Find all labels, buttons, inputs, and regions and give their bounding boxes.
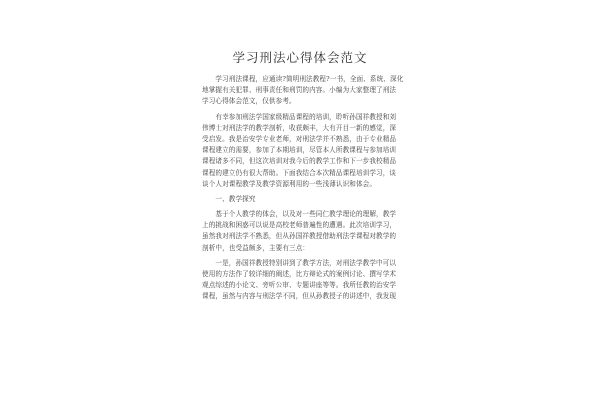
text-line: 学习心得体会范文，仅供参考。 [202,97,296,106]
text-line: 受启发。我是治安学专业老师，对刑法学并不熟悉，由于专业精品 [202,134,397,143]
text-line: 一、教学探究 [202,194,256,203]
text-line: 虽然我对刑法学不熟悉，但从孙国祥教授借助刑法学课程对教学的 [202,232,397,241]
paragraph-point-one [202,258,402,303]
document-title: 学习刑法心得体会范文 [232,50,368,65]
text-line: 上的挑战和困惑可以说是高校老师普遍性的遭遇。此次培训学习， [202,221,397,230]
paragraph-training [202,112,402,190]
text-line: 剖析中，也受益颇多，主要有三点： [202,243,310,252]
text-line: 课程，虽然与内容与刑法学不同，但从孙教授子的讲述中，我发现 [202,292,397,301]
paragraph-experience [202,209,402,254]
text-line: 谈个人对课程教学及教学资源利用的一些浅薄认识和体会。 [202,179,377,188]
section-heading [202,194,402,205]
text-line: 伟博士对刑法学的教学剖析，收获颇丰，大有开目一新的感觉，深 [202,123,397,132]
text-line: 观点综述的小论文、旁听公审、专题讲座等等。我所任教的治安学 [202,281,397,290]
text-line: 使用的方法作了较详细的阐述，比方辩论式的案例讨论、撰写学术 [202,270,397,278]
text-line: 课程诸多不同，但这次培训对我今后的教学工作和下一步我校精品 [202,157,397,166]
paragraph-intro [202,74,402,108]
text-line: 课程的建立仍有很大帮助。下面我结合本次精品课程培训学习，谈 [202,168,397,177]
text-line: 学习刑法课程，应通读?简明刑法教程?一书，全面、系统、深化 [202,75,404,83]
text-line: 基于个人教学的体会，以及对一些同仁教学理论的理解，教学 [202,210,397,219]
document-body [202,74,402,307]
text-line: 一是，孙国祥教授特别讲到了教学方法，对刑法学教学中可以 [202,258,397,267]
text-line: 课程建立的需要，参加了本期培训，尽管本人所教课程与参加培训 [202,146,397,155]
text-line: 有幸参加刑法学国家级精品课程的培训，聆听孙国祥教授和刘 [202,112,397,121]
text-line: 地掌握有关犯罪、刑事责任和刑罚的内容。小编为大家整理了刑法 [202,86,397,95]
